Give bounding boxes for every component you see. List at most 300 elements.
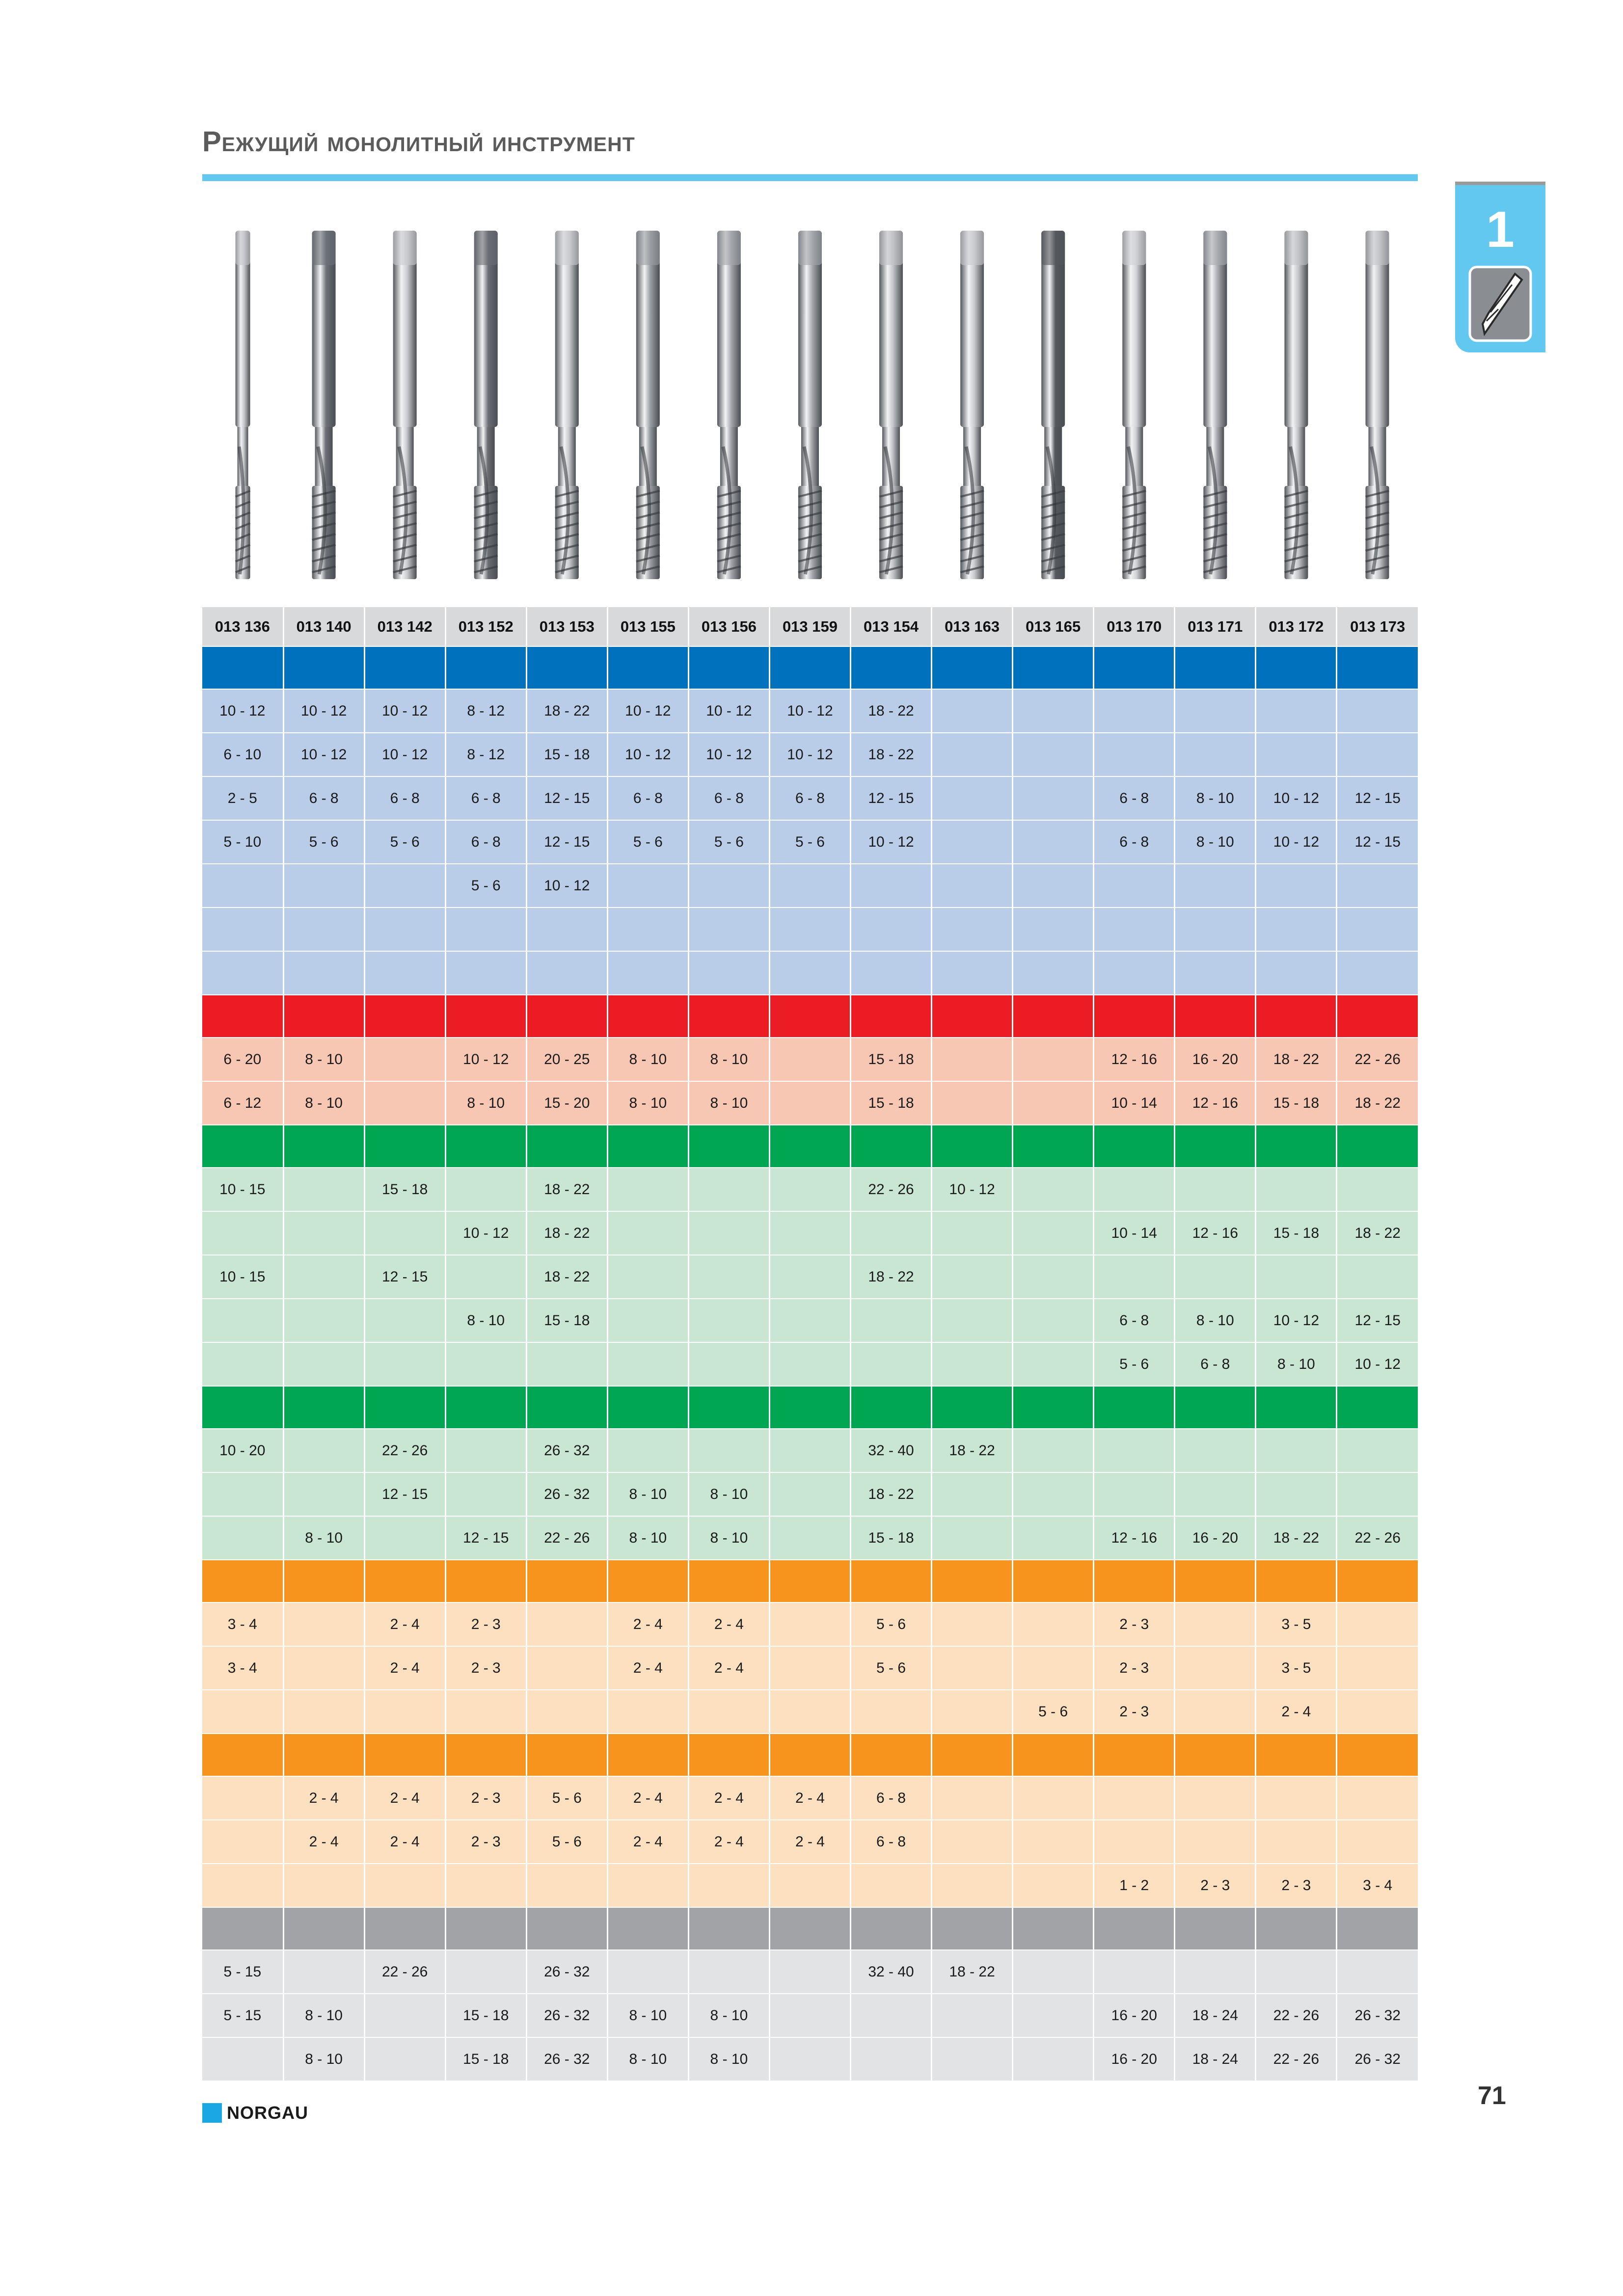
table-cell: [364, 1038, 445, 1081]
table-cell: [769, 1038, 850, 1081]
table-cell: [526, 1646, 607, 1690]
table-cell: [688, 1342, 769, 1386]
table-cell: [1337, 1472, 1418, 1516]
table-cell: [1013, 689, 1094, 733]
band-cell: [688, 1560, 769, 1602]
band-cell: [688, 1734, 769, 1776]
table-cell: [932, 1081, 1013, 1125]
table-cell: 18 - 22: [851, 1255, 932, 1299]
header-row: [202, 607, 1418, 646]
table-cell: [851, 1299, 932, 1342]
table-cell: 15 - 18: [526, 1299, 607, 1342]
table-cell: 5 - 15: [202, 1950, 283, 1994]
band-cell: [202, 646, 283, 689]
table-cell: 10 - 12: [364, 733, 445, 776]
table-cell: 10 - 20: [202, 1429, 283, 1472]
table-cell: [851, 1690, 932, 1734]
table-cell: 18 - 22: [526, 689, 607, 733]
table-cell: [1256, 908, 1337, 951]
table-cell: [283, 1472, 364, 1516]
thread-tap-image: [236, 231, 250, 579]
band-cell: [526, 646, 607, 689]
table-cell: [445, 1472, 526, 1516]
table-cell: 18 - 22: [1337, 1081, 1418, 1125]
table-cell: 2 - 4: [607, 1820, 688, 1864]
table-cell: 5 - 6: [851, 1646, 932, 1690]
table-cell: 8 - 10: [607, 1516, 688, 1560]
table-cell: [1013, 776, 1094, 820]
table-cell: [1013, 908, 1094, 951]
table-cell: [1256, 1255, 1337, 1299]
column-header: 013 173: [1337, 607, 1418, 646]
table-cell: [1256, 1168, 1337, 1211]
table-cell: 26 - 32: [526, 2037, 607, 2081]
table-cell: [283, 1950, 364, 1994]
table-cell: 6 - 10: [202, 733, 283, 776]
chapter-tab-line: [1455, 182, 1545, 185]
band-cell: [1337, 995, 1418, 1038]
table-cell: 26 - 32: [526, 1472, 607, 1516]
column-header: 013 163: [932, 607, 1013, 646]
table-cell: [283, 1168, 364, 1211]
table-cell: [1337, 864, 1418, 908]
table-cell: [769, 864, 850, 908]
table-cell: 12 - 15: [1337, 1299, 1418, 1342]
table-cell: 22 - 26: [364, 1429, 445, 1472]
band-cell: [364, 1386, 445, 1429]
table-cell: 2 - 4: [283, 1776, 364, 1820]
band-cell: [1094, 995, 1175, 1038]
table-cell: 2 - 3: [445, 1602, 526, 1646]
table-cell: [1337, 1602, 1418, 1646]
band-cell: [445, 1125, 526, 1168]
table-cell: 12 - 16: [1175, 1211, 1256, 1255]
table-cell: 12 - 15: [851, 776, 932, 820]
table-cell: [526, 908, 607, 951]
table-cell: 2 - 4: [607, 1602, 688, 1646]
table-cell: [932, 1864, 1013, 1907]
table-cell: 8 - 10: [607, 1994, 688, 2037]
table-cell: [932, 733, 1013, 776]
band-cell: [283, 1734, 364, 1776]
table-cell: [445, 1690, 526, 1734]
band-cell: [1175, 1560, 1256, 1602]
band-cell: [851, 646, 932, 689]
thread-tap-image: [879, 231, 903, 579]
table-cell: [932, 1255, 1013, 1299]
table-cell: [526, 1342, 607, 1386]
table-cell: 5 - 6: [607, 820, 688, 864]
table-cell: 15 - 20: [526, 1081, 607, 1125]
table-cell: 2 - 3: [445, 1646, 526, 1690]
table-cell: 10 - 12: [607, 733, 688, 776]
band-cell: [202, 1125, 283, 1168]
table-cell: [1013, 1255, 1094, 1299]
table-cell: 10 - 14: [1094, 1211, 1175, 1255]
table-row: [202, 1950, 1418, 1994]
thread-tap-image: [312, 231, 336, 579]
table-cell: 2 - 3: [445, 1820, 526, 1864]
material-group-band: [202, 1560, 1418, 1602]
table-cell: [769, 908, 850, 951]
table-cell: 18 - 22: [1256, 1516, 1337, 1560]
table-cell: [1094, 1255, 1175, 1299]
table-cell: 8 - 10: [607, 1472, 688, 1516]
table-cell: [1337, 1950, 1418, 1994]
table-cell: 10 - 12: [445, 1211, 526, 1255]
band-cell: [769, 1907, 850, 1950]
table-cell: [1013, 1342, 1094, 1386]
table-cell: [1013, 1776, 1094, 1820]
thread-tap-image: [1122, 231, 1146, 579]
table-cell: [769, 1646, 850, 1690]
table-cell: 12 - 15: [364, 1472, 445, 1516]
table-cell: [364, 2037, 445, 2081]
table-cell: [932, 1994, 1013, 2037]
band-cell: [1094, 1125, 1175, 1168]
table-cell: 22 - 26: [364, 1950, 445, 1994]
band-cell: [283, 646, 364, 689]
table-cell: 3 - 4: [202, 1602, 283, 1646]
table-cell: 6 - 8: [769, 776, 850, 820]
table-cell: 5 - 6: [851, 1602, 932, 1646]
table-cell: 15 - 18: [851, 1516, 932, 1560]
band-cell: [851, 995, 932, 1038]
band-cell: [688, 1907, 769, 1950]
table-cell: 6 - 8: [851, 1776, 932, 1820]
table-row: [202, 1342, 1418, 1386]
table-cell: 5 - 6: [688, 820, 769, 864]
table-row: [202, 1820, 1418, 1864]
table-cell: [769, 1472, 850, 1516]
band-cell: [1013, 995, 1094, 1038]
table-cell: [1175, 908, 1256, 951]
table-cell: [283, 1864, 364, 1907]
band-cell: [445, 646, 526, 689]
table-cell: [202, 951, 283, 995]
table-cell: 5 - 10: [202, 820, 283, 864]
table-cell: [445, 1342, 526, 1386]
table-cell: 8 - 10: [1175, 1299, 1256, 1342]
table-cell: 22 - 26: [1337, 1038, 1418, 1081]
table-cell: [607, 908, 688, 951]
material-group-band: [202, 1386, 1418, 1429]
table-cell: [445, 1950, 526, 1994]
table-cell: [364, 1864, 445, 1907]
table-cell: [1094, 951, 1175, 995]
table-cell: 18 - 24: [1175, 2037, 1256, 2081]
table-cell: 2 - 3: [1094, 1646, 1175, 1690]
band-cell: [364, 646, 445, 689]
table-cell: 5 - 6: [769, 820, 850, 864]
table-cell: [283, 908, 364, 951]
table-cell: [1256, 951, 1337, 995]
table-cell: [1013, 820, 1094, 864]
table-cell: 16 - 20: [1094, 2037, 1175, 2081]
table-cell: 2 - 4: [364, 1646, 445, 1690]
table-cell: [769, 1342, 850, 1386]
column-header: 013 142: [364, 607, 445, 646]
table-cell: [769, 1950, 850, 1994]
table-cell: [202, 1776, 283, 1820]
table-cell: 8 - 10: [688, 1994, 769, 2037]
band-cell: [769, 1125, 850, 1168]
table-cell: [202, 1690, 283, 1734]
table-cell: 8 - 10: [283, 1994, 364, 2037]
table-cell: [1175, 1690, 1256, 1734]
table-cell: [202, 1864, 283, 1907]
table-cell: [202, 1820, 283, 1864]
drill-icon: [1468, 265, 1533, 343]
table-cell: [851, 908, 932, 951]
table-cell: [364, 1299, 445, 1342]
table-cell: 6 - 8: [851, 1820, 932, 1864]
thread-tap-image: [717, 231, 741, 579]
tool-images: [202, 231, 1418, 584]
table-cell: 10 - 12: [526, 864, 607, 908]
table-cell: [364, 1516, 445, 1560]
band-cell: [607, 1560, 688, 1602]
table-cell: [1175, 1472, 1256, 1516]
band-cell: [364, 1125, 445, 1168]
band-cell: [1256, 995, 1337, 1038]
table-cell: [688, 1429, 769, 1472]
table-cell: 22 - 26: [526, 1516, 607, 1560]
band-cell: [769, 646, 850, 689]
table-cell: [202, 1472, 283, 1516]
column-header: 013 159: [769, 607, 850, 646]
table-cell: [607, 1342, 688, 1386]
table-cell: 15 - 18: [1256, 1211, 1337, 1255]
table-cell: 8 - 10: [688, 1516, 769, 1560]
table-cell: 2 - 4: [364, 1820, 445, 1864]
table-cell: 12 - 16: [1094, 1516, 1175, 1560]
table-cell: 8 - 10: [283, 2037, 364, 2081]
table-cell: [1013, 733, 1094, 776]
band-cell: [607, 1734, 688, 1776]
table-cell: [1337, 1820, 1418, 1864]
table-cell: 6 - 8: [364, 776, 445, 820]
table-cell: 10 - 12: [1256, 1299, 1337, 1342]
band-cell: [202, 1386, 283, 1429]
table-cell: [688, 1690, 769, 1734]
table-cell: 6 - 20: [202, 1038, 283, 1081]
table-cell: 26 - 32: [526, 1950, 607, 1994]
column-header: 013 152: [445, 607, 526, 646]
table-cell: [1256, 1429, 1337, 1472]
table-cell: 2 - 4: [688, 1646, 769, 1690]
band-cell: [283, 995, 364, 1038]
table-cell: 15 - 18: [851, 1081, 932, 1125]
table-cell: [1094, 733, 1175, 776]
band-cell: [1094, 1560, 1175, 1602]
table-cell: 18 - 22: [932, 1429, 1013, 1472]
table-cell: [1094, 1776, 1175, 1820]
table-cell: [1256, 1950, 1337, 1994]
table-cell: [364, 1081, 445, 1125]
table-cell: 22 - 26: [1256, 1994, 1337, 2037]
band-cell: [688, 646, 769, 689]
table-row: [202, 951, 1418, 995]
table-cell: [932, 1602, 1013, 1646]
band-cell: [1256, 1560, 1337, 1602]
band-cell: [1256, 646, 1337, 689]
table-cell: 18 - 22: [851, 1472, 932, 1516]
table-cell: [364, 864, 445, 908]
table-cell: [1013, 1168, 1094, 1211]
band-cell: [607, 646, 688, 689]
table-cell: [607, 1429, 688, 1472]
table-cell: 2 - 3: [1094, 1690, 1175, 1734]
table-cell: 18 - 24: [1175, 1994, 1256, 2037]
table-cell: [1013, 2037, 1094, 2081]
table-cell: 18 - 22: [526, 1255, 607, 1299]
table-cell: [1013, 1211, 1094, 1255]
thread-tap-image: [393, 231, 417, 579]
band-cell: [769, 1386, 850, 1429]
band-cell: [283, 1125, 364, 1168]
table-cell: [283, 1342, 364, 1386]
table-cell: 3 - 5: [1256, 1602, 1337, 1646]
table-cell: [769, 1516, 850, 1560]
band-cell: [1013, 1560, 1094, 1602]
band-cell: [1175, 646, 1256, 689]
table-cell: [851, 864, 932, 908]
table-cell: 26 - 32: [526, 1994, 607, 2037]
table-cell: 8 - 12: [445, 689, 526, 733]
table-cell: [445, 1864, 526, 1907]
table-cell: 8 - 10: [607, 2037, 688, 2081]
column-header: 013 156: [688, 607, 769, 646]
table-cell: [202, 908, 283, 951]
table-cell: 3 - 4: [1337, 1864, 1418, 1907]
table-cell: [851, 1864, 932, 1907]
band-cell: [932, 1125, 1013, 1168]
table-cell: 10 - 12: [769, 733, 850, 776]
band-cell: [932, 1907, 1013, 1950]
band-cell: [1094, 646, 1175, 689]
table-cell: 10 - 12: [851, 820, 932, 864]
table-cell: 6 - 8: [445, 820, 526, 864]
table-cell: 12 - 16: [1094, 1038, 1175, 1081]
table-cell: 15 - 18: [445, 2037, 526, 2081]
band-cell: [688, 995, 769, 1038]
table-row: [202, 1168, 1418, 1211]
table-row: [202, 1690, 1418, 1734]
band-cell: [1175, 995, 1256, 1038]
thread-tap-image: [798, 231, 822, 579]
chapter-number: 1: [1486, 201, 1515, 258]
table-row: [202, 1429, 1418, 1472]
table-cell: [932, 1472, 1013, 1516]
page-title: Режущий монолитный инструмент: [202, 126, 635, 158]
table-cell: 2 - 4: [769, 1820, 850, 1864]
table-cell: 15 - 18: [364, 1168, 445, 1211]
table-cell: [932, 776, 1013, 820]
band-cell: [283, 1907, 364, 1950]
table-cell: 16 - 20: [1175, 1038, 1256, 1081]
band-cell: [364, 995, 445, 1038]
band-cell: [202, 995, 283, 1038]
table-cell: [688, 908, 769, 951]
thread-tap-image: [555, 231, 579, 579]
table-cell: 1 - 2: [1094, 1864, 1175, 1907]
table-cell: 2 - 4: [688, 1776, 769, 1820]
table-cell: 20 - 25: [526, 1038, 607, 1081]
table-cell: [1175, 1255, 1256, 1299]
table-row: [202, 1081, 1418, 1125]
band-cell: [1175, 1734, 1256, 1776]
table-cell: [283, 1211, 364, 1255]
table-cell: 8 - 12: [445, 733, 526, 776]
table-cell: [1256, 864, 1337, 908]
table-cell: 3 - 4: [202, 1646, 283, 1690]
table-cell: 10 - 12: [1256, 776, 1337, 820]
band-cell: [932, 1386, 1013, 1429]
table-row: [202, 1255, 1418, 1299]
band-cell: [1337, 1734, 1418, 1776]
table-cell: [445, 1168, 526, 1211]
table-row: [202, 2037, 1418, 2081]
table-cell: [688, 864, 769, 908]
table-cell: [283, 864, 364, 908]
table-cell: [1094, 864, 1175, 908]
table-cell: 10 - 12: [688, 733, 769, 776]
column-header: 013 153: [526, 607, 607, 646]
table-cell: [1013, 1864, 1094, 1907]
table-row: [202, 1211, 1418, 1255]
table-cell: 8 - 10: [445, 1299, 526, 1342]
band-cell: [851, 1125, 932, 1168]
band-cell: [526, 1560, 607, 1602]
band-cell: [1175, 1125, 1256, 1168]
table-cell: [1337, 908, 1418, 951]
table-cell: [1013, 1820, 1094, 1864]
table-cell: [202, 864, 283, 908]
table-cell: [607, 1211, 688, 1255]
table-cell: [526, 1690, 607, 1734]
table-cell: 18 - 22: [526, 1168, 607, 1211]
band-cell: [526, 1734, 607, 1776]
table-cell: [1013, 1081, 1094, 1125]
table-cell: 2 - 4: [607, 1646, 688, 1690]
table-cell: [1337, 951, 1418, 995]
thread-tap-image: [1284, 231, 1308, 579]
table-cell: [1175, 733, 1256, 776]
table-cell: [1337, 1168, 1418, 1211]
table-cell: [769, 1690, 850, 1734]
table-cell: 12 - 16: [1175, 1081, 1256, 1125]
table-cell: 16 - 20: [1175, 1516, 1256, 1560]
band-cell: [688, 1125, 769, 1168]
table-cell: 5 - 6: [526, 1820, 607, 1864]
table-cell: 8 - 10: [445, 1081, 526, 1125]
table-cell: [202, 2037, 283, 2081]
table-cell: 32 - 40: [851, 1429, 932, 1472]
table-cell: 5 - 6: [1094, 1342, 1175, 1386]
table-cell: 26 - 32: [1337, 1994, 1418, 2037]
table-cell: 15 - 18: [526, 733, 607, 776]
table-cell: 10 - 12: [202, 689, 283, 733]
table-cell: [851, 1342, 932, 1386]
table-cell: [932, 1516, 1013, 1560]
band-cell: [1094, 1734, 1175, 1776]
table-cell: 10 - 15: [202, 1255, 283, 1299]
band-cell: [526, 1907, 607, 1950]
table-cell: 10 - 12: [769, 689, 850, 733]
band-cell: [1013, 1386, 1094, 1429]
column-header: 013 165: [1013, 607, 1094, 646]
